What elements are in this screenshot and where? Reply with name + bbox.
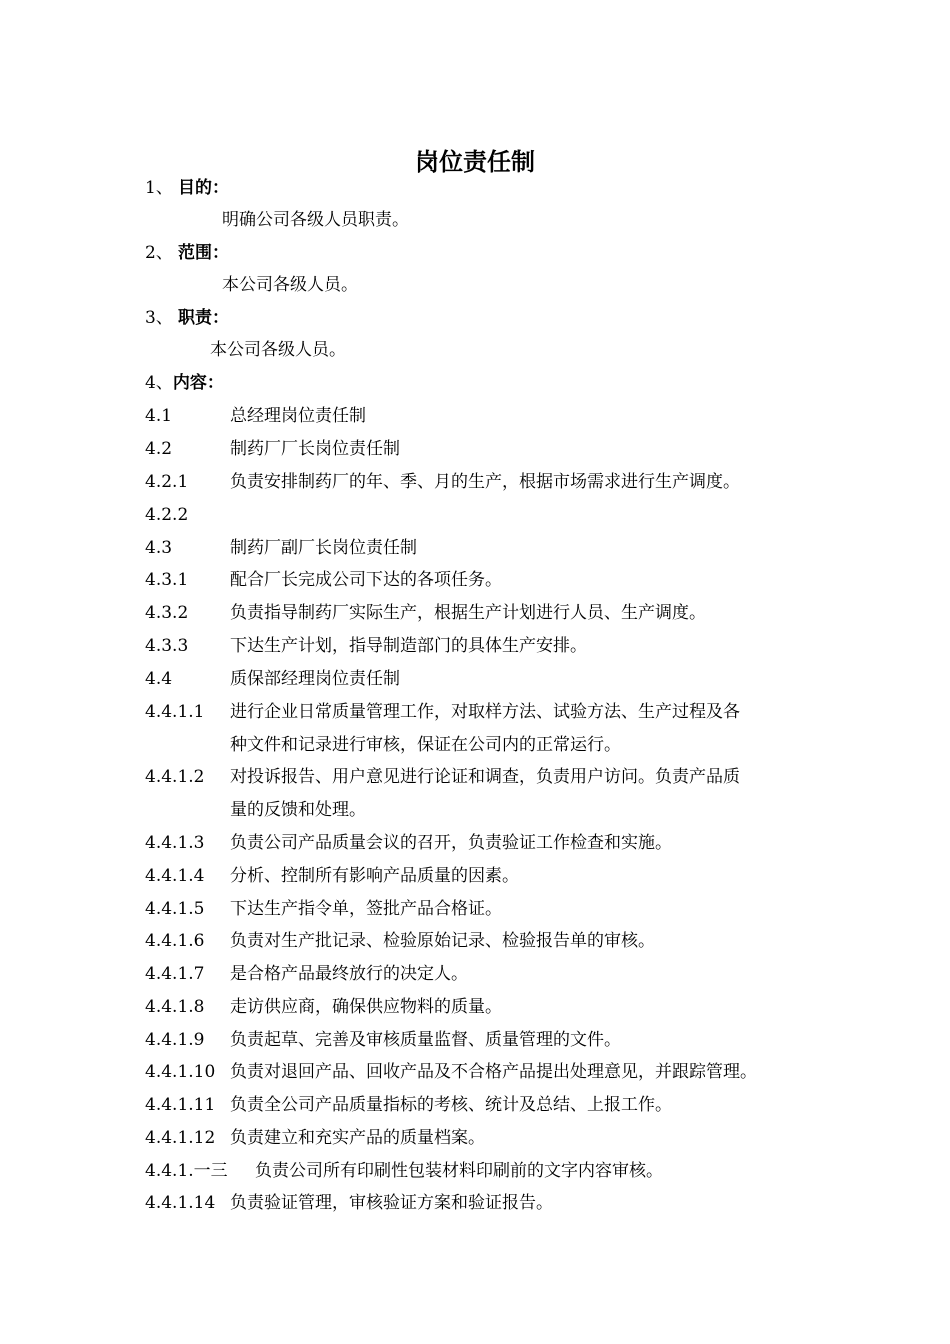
item-text: 制药厂副厂长岗位责任制 xyxy=(230,538,417,558)
list-item xyxy=(145,997,502,1017)
section-number: 3、 xyxy=(145,308,173,328)
item-number: 4.4.1.12 xyxy=(145,1128,216,1148)
item-text: 负责对生产批记录、检验原始记录、检验报告单的审核。 xyxy=(230,931,655,951)
list-item xyxy=(145,1193,553,1213)
item-number: 4.3 xyxy=(145,538,173,558)
section-label: 内容： xyxy=(172,373,224,393)
list-item xyxy=(145,439,400,459)
section-duties-heading xyxy=(145,308,229,328)
list-item xyxy=(145,1030,621,1050)
section-content-heading xyxy=(145,373,224,393)
item-text-continuation: 种文件和记录进行审核，保证在公司内的正常运行。 xyxy=(230,735,621,755)
section-purpose-body: 明确公司各级人员职责。 xyxy=(222,210,409,230)
list-item xyxy=(145,538,417,558)
list-item xyxy=(145,702,740,722)
item-number: 4.4.1.3 xyxy=(145,833,205,853)
list-item xyxy=(145,636,587,656)
document-title: 岗位责任制 xyxy=(415,148,535,176)
list-item xyxy=(145,1062,757,1082)
item-number: 4.2 xyxy=(145,439,173,459)
item-text: 负责全公司产品质量指标的考核、统计及总结、上报工作。 xyxy=(230,1095,672,1115)
item-number: 4.1 xyxy=(145,406,173,426)
item-text: 进行企业日常质量管理工作，对取样方法、试验方法、生产过程及各 xyxy=(230,702,740,722)
section-scope-body: 本公司各级人员。 xyxy=(222,275,358,295)
list-item xyxy=(145,931,655,951)
section-label: 范围： xyxy=(178,243,229,263)
list-item xyxy=(145,964,468,984)
item-number: 4.4.1.10 xyxy=(145,1062,216,1082)
item-text: 负责建立和充实产品的质量档案。 xyxy=(230,1128,485,1148)
section-scope-heading xyxy=(145,243,229,263)
item-text: 负责起草、完善及审核质量监督、质量管理的文件。 xyxy=(230,1030,621,1050)
list-item xyxy=(145,1161,663,1181)
item-text: 负责验证管理，审核验证方案和验证报告。 xyxy=(230,1193,553,1213)
item-text: 走访供应商，确保供应物料的质量。 xyxy=(230,997,502,1017)
item-number: 4.4.1.5 xyxy=(145,899,205,919)
item-text: 总经理岗位责任制 xyxy=(230,406,366,426)
list-item xyxy=(145,603,706,623)
item-number: 4.2.1 xyxy=(145,472,189,492)
section-number: 2、 xyxy=(145,243,173,263)
item-text: 负责安排制药厂的年、季、月的生产，根据市场需求进行生产调度。 xyxy=(230,472,740,492)
list-item xyxy=(145,570,502,590)
item-number: 4.3.1 xyxy=(145,570,189,590)
section-number: 1、 xyxy=(145,178,173,198)
item-text: 负责公司所有印刷性包装材料印刷前的文字内容审核。 xyxy=(255,1161,663,1181)
item-text: 分析、控制所有影响产品质量的因素。 xyxy=(230,866,519,886)
list-item xyxy=(145,767,740,787)
item-number: 4.4.1.4 xyxy=(145,866,205,886)
item-text: 下达生产计划，指导制造部门的具体生产安排。 xyxy=(230,636,587,656)
item-number: 4.4.1.14 xyxy=(145,1193,216,1213)
item-text: 负责指导制药厂实际生产，根据生产计划进行人员、生产调度。 xyxy=(230,603,706,623)
item-number: 4.4.1.8 xyxy=(145,997,205,1017)
list-item xyxy=(145,505,230,525)
section-label: 职责： xyxy=(178,308,229,328)
item-text-continuation: 量的反馈和处理。 xyxy=(230,800,366,820)
item-text: 负责公司产品质量会议的召开，负责验证工作检查和实施。 xyxy=(230,833,672,853)
list-item xyxy=(145,1095,672,1115)
item-text: 负责对退回产品、回收产品及不合格产品提出处理意见，并跟踪管理。 xyxy=(230,1062,757,1082)
item-number: 4.3.3 xyxy=(145,636,189,656)
item-number: 4.4.1.1 xyxy=(145,702,205,722)
list-item xyxy=(145,866,519,886)
list-item xyxy=(145,406,366,426)
section-label: 目的： xyxy=(178,178,229,198)
item-text: 对投诉报告、用户意见进行论证和调查，负责用户访问。负责产品质 xyxy=(230,767,740,787)
item-number: 4.4 xyxy=(145,669,173,689)
item-number: 4.4.1.2 xyxy=(145,767,205,787)
item-number: 4.4.1.9 xyxy=(145,1030,205,1050)
item-number: 4.4.1.6 xyxy=(145,931,205,951)
section-duties-body: 本公司各级人员。 xyxy=(210,340,346,360)
item-number: 4.4.1.7 xyxy=(145,964,205,984)
item-text: 质保部经理岗位责任制 xyxy=(230,669,400,689)
list-item xyxy=(145,669,400,689)
item-number: 4.2.2 xyxy=(145,505,189,525)
list-item xyxy=(145,833,672,853)
item-text: 制药厂厂长岗位责任制 xyxy=(230,439,400,459)
item-number: 4.3.2 xyxy=(145,603,189,623)
item-text: 配合厂长完成公司下达的各项任务。 xyxy=(230,570,502,590)
item-text: 下达生产指令单，签批产品合格证。 xyxy=(230,899,502,919)
item-number: 4.4.1.11 xyxy=(145,1095,216,1115)
list-item xyxy=(145,1128,485,1148)
list-item xyxy=(145,472,740,492)
item-text: 是合格产品最终放行的决定人。 xyxy=(230,964,468,984)
list-item xyxy=(145,899,502,919)
section-number: 4、 xyxy=(145,373,173,393)
item-number: 4.4.1.一三 xyxy=(145,1161,228,1181)
section-purpose-heading xyxy=(145,178,229,198)
